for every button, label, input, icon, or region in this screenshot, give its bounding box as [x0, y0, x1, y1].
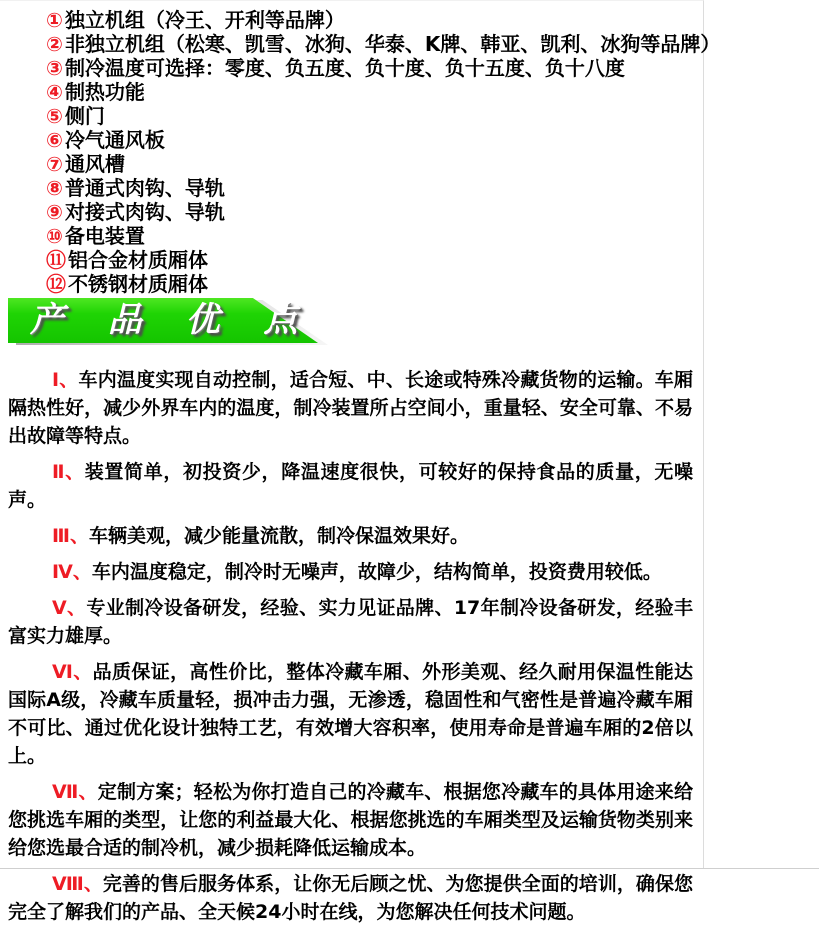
roman-numeral: Ⅶ、	[52, 781, 98, 803]
feature-list	[0, 1, 721, 296]
roman-numeral: Ⅲ、	[52, 525, 89, 547]
circled-number: ⑨	[46, 200, 63, 224]
feature-text: 普通式肉钩、导轨	[64, 176, 225, 200]
advantage-text: 车内温度实现自动控制，适合短、中、长途或特殊冷藏货物的运输。车厢隔热性好，减少外界车内的温度，制冷装置所占空间小，重量轻、安全可靠、不易出故障等特点。	[8, 369, 693, 447]
advantages-section	[0, 344, 703, 926]
list-item	[46, 56, 703, 80]
advantage-paragraph	[8, 778, 693, 862]
list-item	[46, 272, 703, 296]
feature-text: 侧门	[64, 104, 105, 128]
advantage-paragraph	[8, 594, 693, 650]
feature-text: 不锈钢材质厢体	[68, 272, 208, 296]
advantage-paragraph	[8, 558, 693, 586]
roman-numeral: Ⅴ、	[52, 597, 87, 619]
feature-text: 冷气通风板	[64, 128, 165, 152]
advantage-paragraph	[8, 522, 693, 550]
advantage-paragraph	[8, 658, 693, 770]
circled-number: ④	[46, 80, 63, 104]
list-item	[46, 128, 703, 152]
circled-number: ⑥	[46, 128, 63, 152]
feature-text: 制热功能	[64, 80, 145, 104]
advantage-paragraph	[8, 366, 693, 450]
circled-number: ②	[46, 32, 63, 56]
advantage-text: 专业制冷设备研发，经验、实力见证品牌、17年制冷设备研发，经验丰富实力雄厚。	[8, 597, 693, 647]
feature-text: 非独立机组（松寒、凯雪、冰狗、华泰、K牌、韩亚、凯利、冰狗等品牌）	[64, 32, 721, 56]
feature-text: 备电装置	[64, 224, 145, 248]
circled-number: ⑤	[46, 104, 63, 128]
roman-numeral: Ⅵ、	[52, 661, 93, 683]
advantage-paragraph	[8, 458, 693, 514]
circled-number: ⑪	[46, 248, 66, 272]
list-item	[46, 8, 703, 32]
circled-number: ⑩	[46, 224, 63, 248]
roman-numeral: Ⅳ、	[52, 561, 92, 583]
list-item	[46, 176, 703, 200]
section-title: 产 品 优 点	[30, 300, 314, 340]
advantage-text: 完善的售后服务体系，让你无后顾之忧、为您提供全面的培训，确保您完全了解我们的产品、全天候24小时在线，为您解决任何技术问题。	[8, 873, 693, 923]
advantage-text: 定制方案；轻松为你打造自己的冷藏车、根据您冷藏车的具体用途来给您挑选车厢的类型，让您的利益最大化、根据您挑选的车厢类型及运输货物类别来给您选最合适的制冷机，减少损耗降低运输成本。	[8, 781, 693, 859]
circled-number: ⑦	[46, 152, 63, 176]
advantage-text: 车辆美观，减少能量流散，制冷保温效果好。	[88, 525, 469, 547]
circled-number: ①	[46, 8, 63, 32]
advantage-text: 品质保证，高性价比，整体冷藏车厢、外形美观、经久耐用保温性能达国际A级，冷藏车质量轻，损冲击力强，无渗透，稳固性和气密性是普遍冷藏车厢不可比、通过优化设计独特工艺，有效增大容积率，使用寿命是普遍车厢的2倍以上。	[8, 661, 693, 767]
circled-number: ⑧	[46, 176, 63, 200]
advantage-text: 车内温度稳定，制冷时无噪声，故障少，结构简单，投资费用较低。	[91, 561, 662, 583]
list-item	[46, 104, 703, 128]
feature-text: 铝合金材质厢体	[68, 248, 208, 272]
feature-text: 通风槽	[64, 152, 125, 176]
roman-numeral: Ⅰ、	[52, 369, 79, 391]
feature-text: 制冷温度可选择：零度、负五度、负十度、负十五度、负十八度	[64, 56, 625, 80]
list-item	[46, 152, 703, 176]
roman-numeral: Ⅱ、	[52, 461, 85, 483]
list-item	[46, 80, 703, 104]
list-item	[46, 200, 703, 224]
advantage-text: 装置简单，初投资少，降温速度很快，可较好的保持食品的质量，无噪声。	[8, 461, 693, 511]
advantage-paragraph	[8, 870, 693, 926]
circled-number: ③	[46, 56, 63, 80]
feature-text: 对接式肉钩、导轨	[64, 200, 225, 224]
list-item	[46, 248, 703, 272]
roman-numeral: Ⅷ、	[52, 873, 103, 895]
list-item	[46, 224, 703, 248]
list-item	[46, 32, 721, 56]
section-banner	[8, 298, 338, 344]
feature-text: 独立机组（冷王、开利等品牌）	[64, 8, 345, 32]
circled-number: ⑫	[46, 272, 66, 296]
